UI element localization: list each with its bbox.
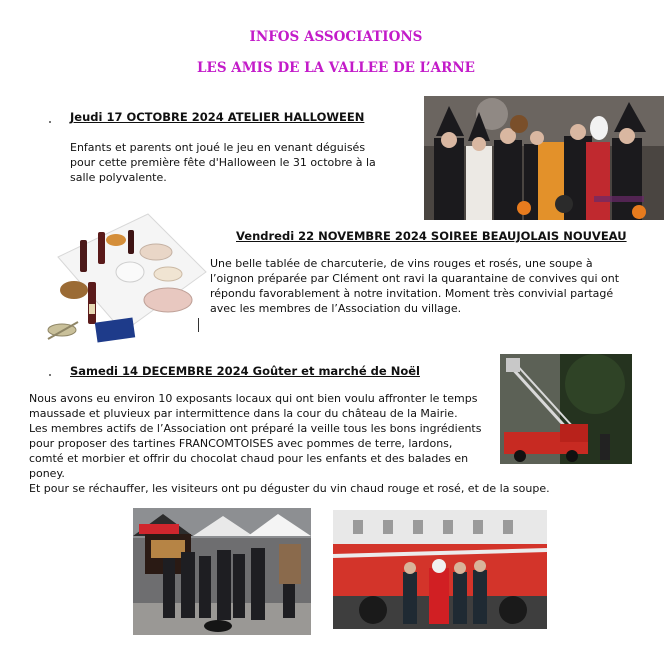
text-line: pour proposer des tartines FRANCOMTOISES avec pommes de terre, lardons, — [29, 437, 453, 450]
buffet-table-photo — [38, 212, 208, 346]
text-line: Nous avons eu environ 10 exposants locaux qui ont bien voulu affronter le temps — [29, 392, 478, 405]
association-name: LES AMIS DE LA VALLEE DE L’ARNE — [197, 60, 475, 76]
text-line: Une belle tablée de charcuterie, de vins rouges et rosés, une soupe à — [210, 257, 593, 270]
bullet-dot — [49, 374, 51, 376]
fire-ladder-truck-photo — [500, 354, 632, 464]
text-line: poney. — [29, 467, 65, 480]
text-cursor — [198, 318, 199, 332]
text-line: comté et morbier et offrir du chocolat chaud pour les enfants et des balades en — [29, 452, 469, 465]
halloween-group-photo — [424, 96, 664, 220]
christmas-market-crowd-photo — [133, 508, 311, 635]
text-line: avec les membres de l’Association du village. — [210, 302, 462, 315]
event-heading-halloween: Jeudi 17 OCTOBRE 2024 ATELIER HALLOWEEN — [70, 110, 365, 124]
text-line: pour cette première fête d'Halloween le 31 octobre à la — [70, 156, 376, 169]
text-line: Les membres actifs de l’Association ont préparé la veille tous les bons ingrédients — [29, 422, 482, 435]
page-title: INFOS ASSOCIATIONS — [249, 29, 423, 45]
bullet-dot — [49, 121, 51, 123]
event-heading-noel: Samedi 14 DECEMBRE 2024 Goûter et marché de Noël — [70, 364, 420, 378]
text-line: Enfants et parents ont joué le jeu en venant déguisés — [70, 141, 366, 154]
text-line: salle polyvalente. — [70, 171, 167, 184]
event-heading-beaujolais: Vendredi 22 NOVEMBRE 2024 SOIREE BEAUJOLAIS NOUVEAU — [236, 229, 627, 243]
event-text-halloween — [70, 140, 410, 185]
santa-fire-truck-photo — [333, 510, 547, 629]
text-line: Et pour se réchauffer, les visiteurs ont pu déguster du vin chaud rouge et rosé, et de la soupe. — [29, 482, 550, 495]
text-line: l’oignon préparée par Clément ont ravi la quarantaine de convives qui ont — [210, 272, 620, 285]
text-line: maussade et pluvieux par intermittence dans la cour du château de la Mairie. — [29, 407, 458, 420]
event-text-noel — [29, 391, 550, 496]
event-text-beaujolais — [210, 256, 650, 316]
text-line: répondu favorablement à notre invitation. Moment très convivial partagé — [210, 287, 614, 300]
